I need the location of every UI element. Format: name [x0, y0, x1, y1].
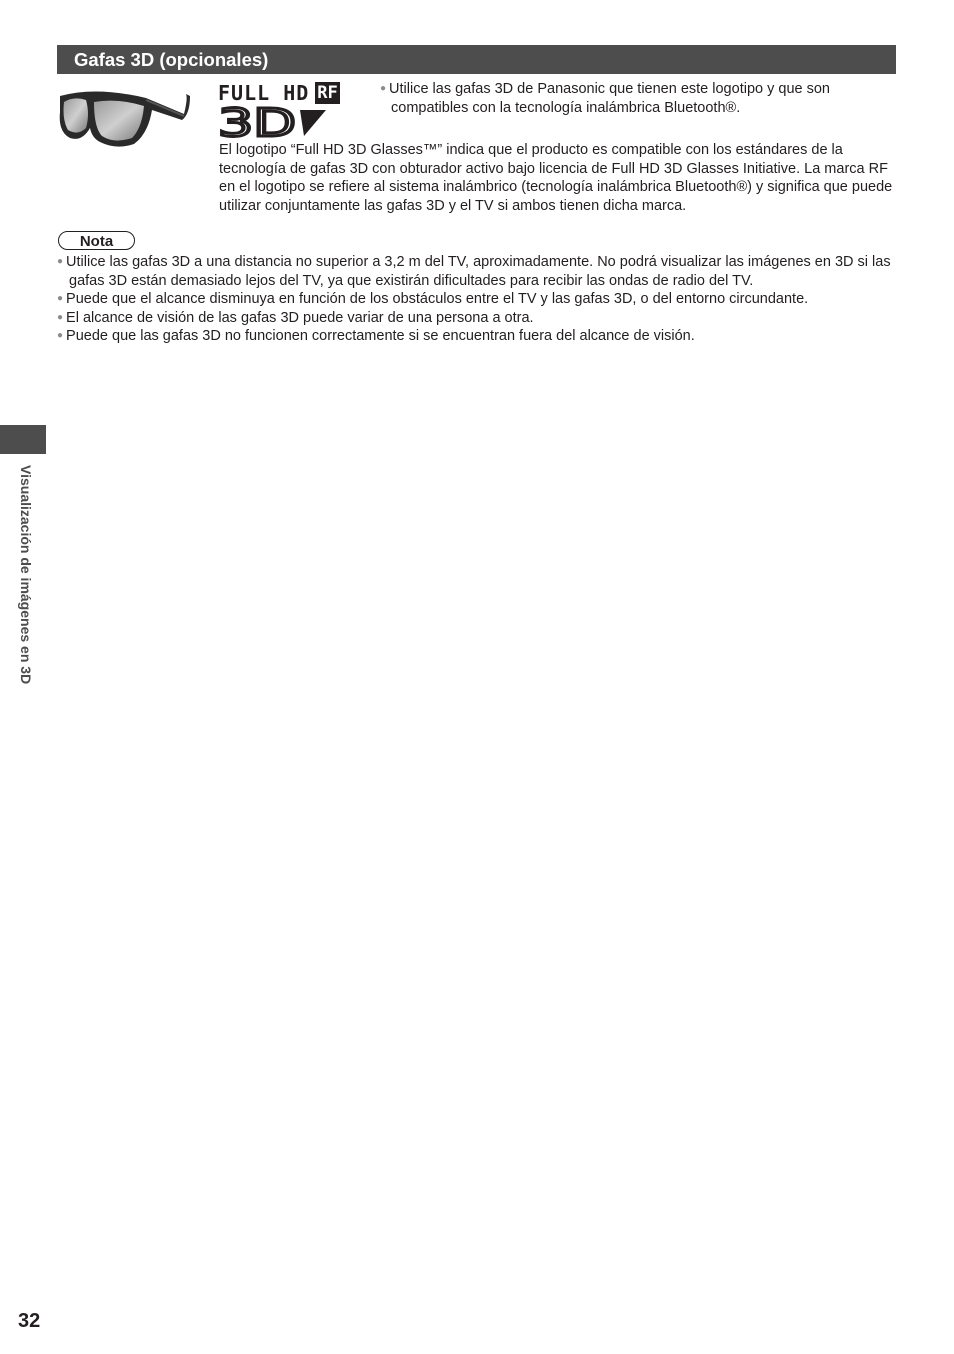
list-item: ● Puede que las gafas 3D no funcionen correctamente si se encuentran fuera del alcance de visión.	[57, 328, 695, 344]
full-hd-3d-rf-logo	[218, 82, 360, 138]
list-item: ● El alcance de visión de las gafas 3D puede variar de una persona a otra.	[57, 309, 534, 326]
list-item: ● Utilice las gafas 3D a una distancia no superior a 3,2 m del TV, aproximadamente. No podrá visualizar las imágenes en 3D si las gafas 3D están demasiado lejos del TV, ya que existirán dificultades para recibir las ondas de radio del TV.	[57, 254, 891, 289]
logo-description-paragraph: El logotipo “Full HD 3D Glasses™” indica que el producto es compatible con los estándares de la tecnología de gafas 3D con obturador activo bajo licencia de Full HD 3D Glasses Initiative. La marca RF en el logotipo se refiere al sistema inalámbrico (tecnología inalámbrica Bluetooth®) y significa que puede utilizar conjuntamente las gafas 3D y el TV si ambos tienen dicha marca.	[219, 142, 893, 214]
side-chapter-label: Visualización de imágenes en 3D	[18, 465, 34, 685]
page-number: 32	[18, 1310, 41, 1332]
intro-bullet	[380, 80, 907, 117]
side-tab-marker	[0, 425, 46, 454]
logo-rf-badge: RF	[317, 83, 338, 103]
bullet-icon: ●	[57, 256, 64, 267]
section-title: Gafas 3D (opcionales)	[57, 45, 896, 74]
bullet-icon: ●	[380, 83, 387, 94]
logo-3d-mark	[218, 106, 328, 138]
logo-full-hd-text: FULL HD	[218, 81, 310, 105]
bullet-icon: ●	[57, 330, 64, 341]
3d-glasses-image	[56, 84, 190, 150]
nota-label: Nota	[58, 231, 135, 250]
svg-text:3D: 3D	[218, 106, 296, 138]
bullet-icon: ●	[57, 311, 64, 323]
notes-list	[57, 253, 899, 346]
bullet-icon: ●	[57, 293, 64, 304]
intro-bullet-text: Utilice las gafas 3D de Panasonic que tienen este logotipo y que son compatibles con la tecnología inalámbrica Bluetooth®.	[389, 81, 830, 116]
list-item: ● Puede que el alcance disminuya en función de los obstáculos entre el TV y las gafas 3D, o del entorno circundante.	[57, 291, 809, 307]
